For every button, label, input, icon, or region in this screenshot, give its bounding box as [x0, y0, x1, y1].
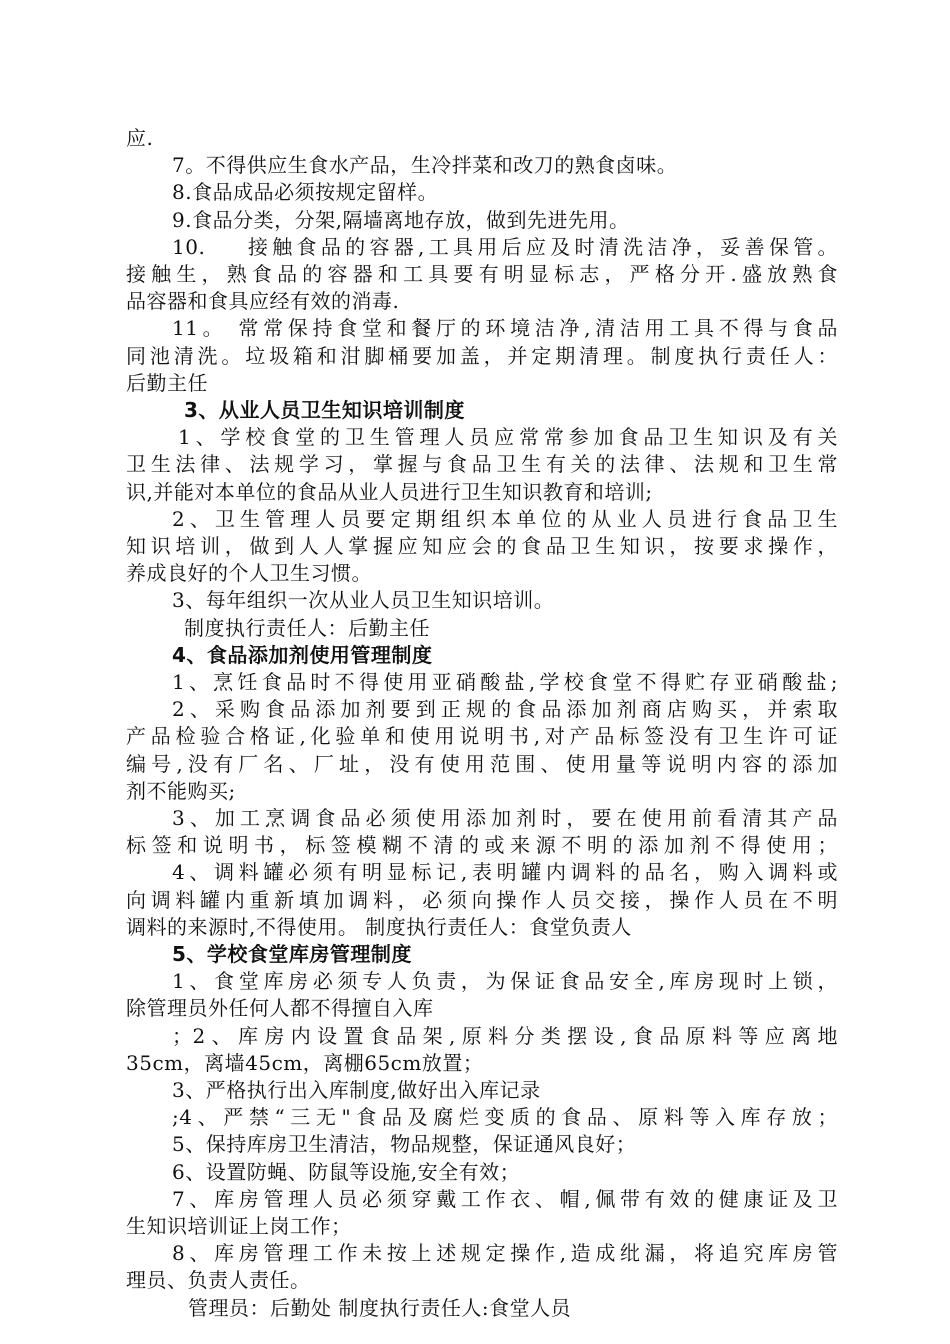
paragraph-line: 后勤主任 [126, 370, 208, 395]
paragraph-line: 9.食品分类，分架,隔墙离地存放，做到先进先用。 [172, 207, 630, 232]
paragraph-line: 养成良好的个人卫生习惯。 [126, 561, 372, 586]
paragraph-line: 制度执行责任人：后勤主任 [184, 615, 430, 640]
paragraph-line: 品容器和食具应经有效的消毒. [126, 289, 400, 314]
paragraph-line: 6、设置防蝇、防鼠等设施,安全有效； [172, 1159, 521, 1184]
paragraph-line: 3、加工烹调食品必须使用添加剂时，要在使用前看清其产品 [172, 806, 838, 830]
paragraph-line: 1、学校食堂的卫生管理人员应常常参加食品卫生知识及有关 [178, 425, 838, 450]
paragraph-line: 调料的来源时,不得使用。 制度执行责任人：食堂负责人 [126, 914, 632, 939]
paragraph-line: 7。不得供应生食水产品，生冷拌菜和改刀的熟食卤味。 [172, 153, 678, 178]
paragraph-line: 2、采购食品添加剂要到正规的食品添加剂商店购买，并索取 [172, 697, 838, 722]
paragraph-line: 卫生法律、法规学习，掌握与食品卫生有关的法律、法规和卫生常 [126, 452, 838, 477]
paragraph-line: 识,并能对本单位的食品从业人员进行卫生知识教育和培训; [126, 479, 653, 504]
paragraph-line: 3、严格执行出入库制度,做好出入库记录 [172, 1078, 541, 1102]
section-heading: 3、从业人员卫生知识培训制度 [184, 398, 465, 422]
paragraph-line: 4、调料罐必须有明显标记,表明罐内调料的品名，购入调料或 [172, 860, 838, 885]
paragraph-line: 向调料罐内重新填加调料，必须向操作人员交接，操作人员在不明 [126, 887, 838, 912]
paragraph-line: ；2、库房内设置食品架,原料分类摆设,食品原料等应离地 [172, 1023, 838, 1048]
paragraph-line: 知识培训，做到人人掌握应知应会的食品卫生知识，按要求操作， [126, 534, 838, 558]
paragraph-line: 3、每年组织一次从业人员卫生知识培训。 [172, 588, 555, 613]
paragraph-line: 理员、负责人责任。 [126, 1268, 311, 1293]
paragraph-line: 1、烹饪食品时不得使用亚硝酸盐,学校食堂不得贮存亚硝酸盐; [172, 670, 838, 694]
paragraph-line: 管理员：后勤处 制度执行责任人:食堂人员 [188, 1295, 572, 1320]
paragraph-line: 8、库房管理工作未按上述规定操作,造成纰漏，将追究库房管 [172, 1241, 838, 1266]
paragraph-line: 7、库房管理人员必须穿戴工作衣、帽,佩带有效的健康证及卫 [172, 1186, 838, 1211]
paragraph-line: ;4、严禁“三无"食品及腐烂变质的食品、原料等入库存放； [172, 1105, 838, 1130]
paragraph-line: 8.食品成品必须按规定留样。 [172, 180, 439, 205]
paragraph-line: 编号,没有厂名、厂址，没有使用范围、使用量等说明内容的添加 [126, 751, 838, 776]
paragraph-line: 同池清洗。垃圾箱和泔脚桶要加盖，并定期清理。制度执行责任人： [126, 343, 838, 368]
paragraph-line: 生知识培训证上岗工作； [126, 1214, 352, 1238]
section-heading: 4、食品添加剂使用管理制度 [172, 642, 433, 667]
paragraph-line: 接触生，熟食品的容器和工具要有明显标志，严格分开.盛放熟食 [126, 262, 838, 286]
paragraph-line: 剂不能购买; [126, 778, 236, 803]
paragraph-line: 11。 常常保持食堂和餐厅的环境洁净,清洁用工具不得与食品 [172, 316, 838, 341]
paragraph-line: 10. 接触食品的容器,工具用后应及时清洗洁净，妥善保管。 [172, 234, 838, 259]
section-heading: 5、学校食堂库房管理制度 [172, 942, 412, 966]
paragraph-line: 产品检验合格证,化验单和使用说明书,对产品标签没有卫生许可证 [126, 724, 838, 749]
paragraph-line: 应. [126, 126, 154, 150]
paragraph-line: 35cm，离墙45cm，离棚65cm放置； [126, 1050, 484, 1075]
paragraph-line: 标签和说明书，标签模糊不清的或来源不明的添加剂不得使用； [126, 833, 838, 858]
paragraph-line: 2、卫生管理人员要定期组织本单位的从业人员进行食品卫生 [172, 506, 838, 531]
paragraph-line: 5、保持库房卫生清洁，物品规整，保证通风良好； [172, 1132, 637, 1157]
paragraph-line: 1、食堂库房必须专人负责，为保证食品安全,库房现时上锁， [172, 969, 838, 994]
paragraph-line: 除管理员外任何人都不得擅自入库 [126, 996, 434, 1021]
